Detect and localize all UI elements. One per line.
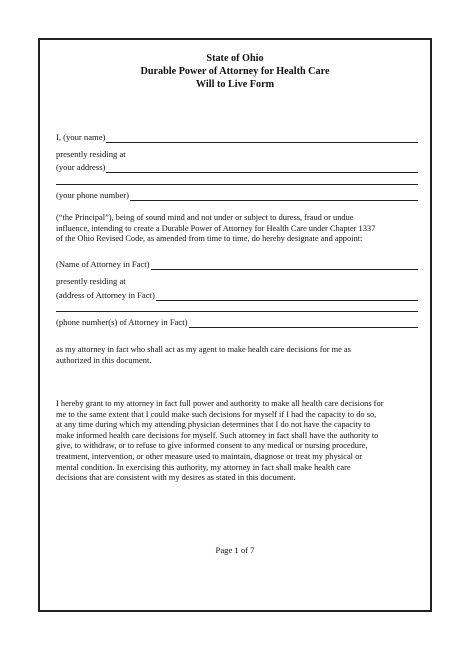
residing-label-2: presently residing at xyxy=(56,276,126,286)
name-field-label: I, (your name) xyxy=(56,132,106,142)
paragraph-line: authorized in this document. xyxy=(56,355,152,365)
attorney-address-field[interactable] xyxy=(56,290,418,301)
paragraph-line: influence, intending to create a Durable Power of Attorney for Health Care under Chapter 1337 xyxy=(56,223,376,233)
paragraph-line: me to the same extent that I could make such decisions for myself if I had the capacity to do so, xyxy=(56,409,377,419)
attorney-phone-blank-line[interactable] xyxy=(189,319,419,328)
phone-blank-line[interactable] xyxy=(130,192,418,201)
principal-paragraph xyxy=(56,213,420,245)
paragraph-line: make informed health care decisions for myself. Such attorney in fact shall have the authority to xyxy=(56,430,379,440)
paragraph-line: I hereby grant to my attorney in fact full power and authority to make all health care decisions for xyxy=(56,399,384,408)
page-number: Page 1 of 7 xyxy=(215,545,255,555)
title-form-name: Durable Power of Attorney for Health Care xyxy=(140,66,330,78)
attorney-phone-label: (phone number(s) of Attorney in Fact) xyxy=(56,317,188,327)
paragraph-line: of the Ohio Revised Code, as amended from time to time, do hereby designate and appoint: xyxy=(56,234,363,244)
address-field-label: (your address) xyxy=(56,162,106,172)
attorney-address-blank-line-2[interactable] xyxy=(56,311,418,312)
phone-field-label: (your phone number) xyxy=(56,190,130,200)
title-state: State of Ohio xyxy=(206,53,264,64)
phone-field[interactable] xyxy=(56,190,418,201)
paragraph-line: give, to withdraw, or to refuse to give informed consent to any medical or nursing procedure, xyxy=(56,441,368,451)
document-title xyxy=(40,52,430,92)
attorney-name-field[interactable] xyxy=(56,259,418,270)
paragraph-line: as my attorney in fact who shall act as my agent to make health care decisions for me as xyxy=(56,345,351,354)
attorney-address-blank-line[interactable] xyxy=(156,292,418,301)
address-blank-line-2[interactable] xyxy=(56,184,418,185)
paragraph-line: (“the Principal”), being of sound mind and not under or subject to duress, fraud or undue xyxy=(56,213,354,222)
address-field[interactable] xyxy=(56,162,418,173)
paragraph-line: decisions that are consistent with my desires as stated in this document. xyxy=(56,473,296,483)
name-blank-line[interactable] xyxy=(106,134,418,143)
address-blank-line[interactable] xyxy=(106,164,418,173)
attorney-name-label: (Name of Attorney in Fact) xyxy=(56,259,150,269)
agent-paragraph xyxy=(56,345,420,366)
title-subtitle: Will to Live Form xyxy=(195,79,275,91)
grant-paragraph xyxy=(56,399,420,484)
paragraph-line: mental condition. In exercising this authority, my attorney in fact shall make health care xyxy=(56,462,351,472)
paragraph-line: at any time during which my attending physician determines that I do not have the capacity to xyxy=(56,420,371,430)
attorney-address-label: (address of Attorney in Fact) xyxy=(56,290,155,300)
name-field[interactable] xyxy=(56,132,418,143)
paragraph-line: treatment, intervention, or other measure used to maintain, diagnose or treat my physical or xyxy=(56,451,363,461)
attorney-phone-field[interactable] xyxy=(56,317,418,328)
attorney-name-blank-line[interactable] xyxy=(151,261,418,270)
residing-label-1: presently residing at xyxy=(56,149,126,159)
